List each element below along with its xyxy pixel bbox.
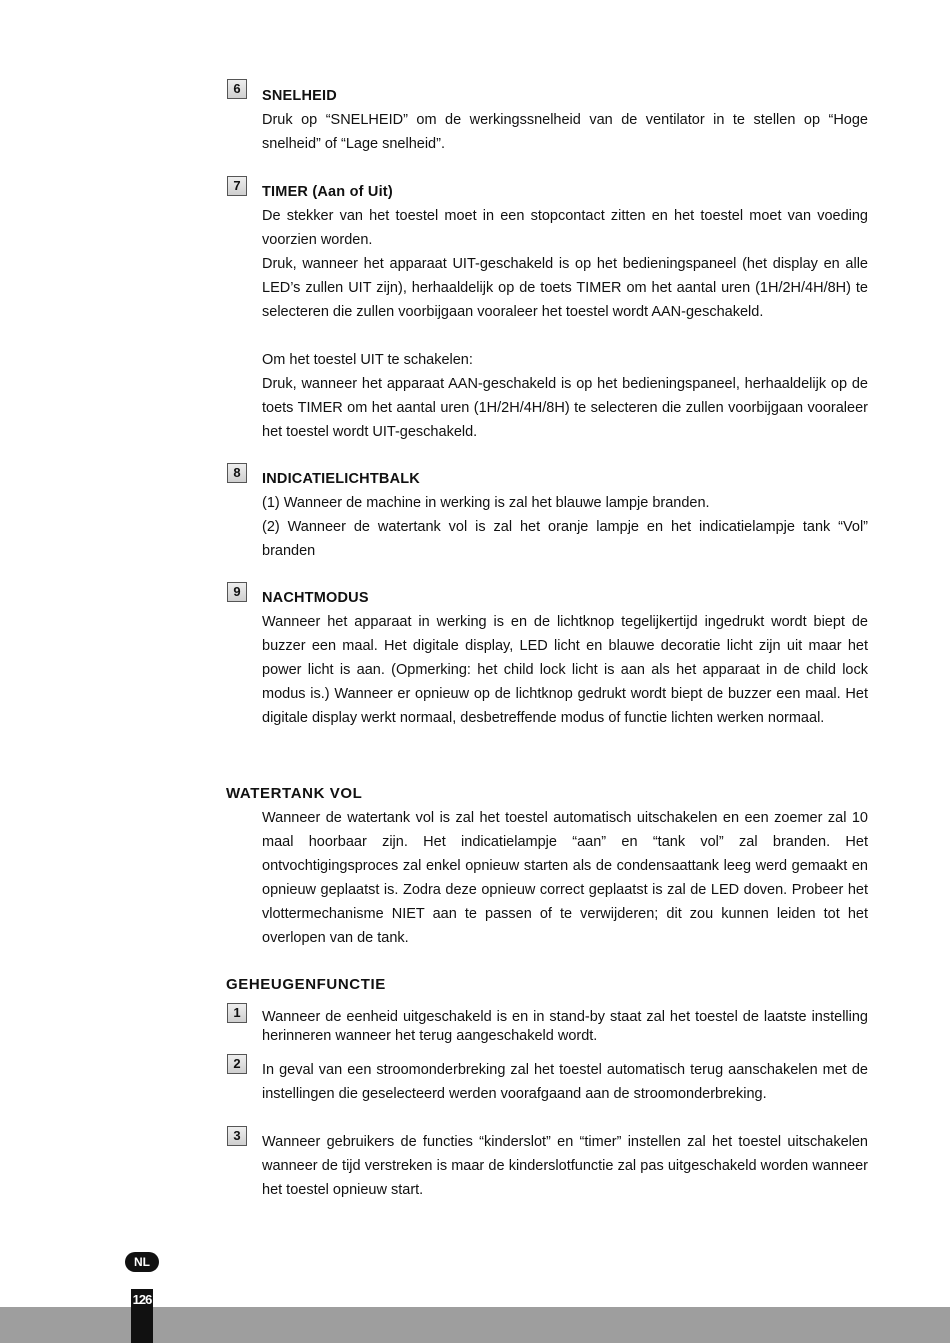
section-number-8: 8 [227, 463, 247, 483]
section-8-paragraph-1: (1) Wanneer de machine in werking is zal het blauwe lampje branden. [262, 495, 710, 511]
section-title-snelheid: SNELHEID [262, 88, 337, 104]
section-number-9: 9 [227, 582, 247, 602]
section-title-timer: TIMER (Aan of Uit) [262, 184, 393, 200]
memory-item-2-text: In geval van een stroomonderbreking zal het toestel automatisch terug aanschakelen met de instellingen die geselecteerd werden voorafgaand aan de stroomonderbreking. [262, 1062, 868, 1102]
memory-item-3-text: Wanneer gebruikers de functies “kinderslot” en “timer” instellen zal het toestel uitschakelen wanneer de tijd verstreken is maar de kinderslotfunctie zal pas uitgeschakeld worden wanneer het toestel opnieuw start. [262, 1134, 868, 1198]
memory-item-number-3: 3 [227, 1126, 247, 1146]
page-number: 126 [131, 1289, 153, 1343]
section-title-indicatielichtbalk: INDICATIELICHTBALK [262, 471, 420, 487]
section-title-nachtmodus: NACHTMODUS [262, 590, 369, 606]
section-number-6: 6 [227, 79, 247, 99]
watertank-paragraph: Wanneer de watertank vol is zal het toestel automatisch uitschakelen en een zoemer zal 10 maal hoorbaar zijn. Het indicatielampje “aan” en “tank vol” zal branden. Het ontvochtigingsproces zal enkel opnieuw starten als de condensaattank leeg werd gemaakt en opnieuw geplaatst is. Zodra deze opnieuw correct geplaatst is zal de LED doven. Probeer het vlottermechanisme NIET aan te passen of te verwijderen; dit zou kunnen leiden tot het overlopen van de tank. [262, 810, 868, 946]
section-8-paragraph-2: (2) Wanneer de watertank vol is zal het oranje lampje en het indicatielampje tank “Vol” branden [262, 519, 868, 559]
section-title-watertank-vol: WATERTANK VOL [226, 785, 363, 802]
memory-item-1-text: Wanneer de eenheid uitgeschakeld is en in stand-by staat zal het toestel de laatste instelling herinneren wanneer het terug aangeschakeld wordt. [262, 1009, 868, 1044]
memory-item-number-1: 1 [227, 1003, 247, 1023]
section-7-paragraph-2: Druk, wanneer het apparaat UIT-geschakeld is op het bedieningspaneel (het display en alle LED’s zullen UIT zijn), herhaaldelijk op de toets TIMER om het aantal uren (1H/2H/4H/8H) te selecteren die zullen voorbijgaan vooraleer het toestel wordt AAN-geschakeld. [262, 256, 868, 320]
section-title-geheugenfunctie: GEHEUGENFUNCTIE [226, 976, 386, 993]
section-7-paragraph-4: Druk, wanneer het apparaat AAN-geschakeld is op het bedieningspaneel, herhaaldelijk op de toets TIMER om het aantal uren (1H/2H/4H/8H) te selecteren die zullen voorbijgaan vooraleer het toestel wordt UIT-geschakeld. [262, 376, 868, 440]
section-6-text: Druk op “SNELHEID” om de werkingssnelheid van de ventilator in te stellen op “Hoge snelheid” of “Lage snelheid”. [262, 112, 868, 152]
memory-item-number-2: 2 [227, 1054, 247, 1074]
section-9-paragraph: Wanneer het apparaat in werking is en de lichtknop tegelijkertijd ingedrukt wordt biept de buzzer een maal. Het digitale display, LED licht en blauwe decoratie licht zijn uit maar het power licht is aan. (Opmerking: het child lock licht is aan als het apparaat in de child lock modus is.) Wanneer er opnieuw op de lichtknop gedrukt wordt biept de buzzer een maal. Het digitale display werkt normaal, desbetreffende modus of functie lichten werken normaal. [262, 614, 868, 726]
section-number-7: 7 [227, 176, 247, 196]
section-7-paragraph-1: De stekker van het toestel moet in een stopcontact zitten en het toestel moet van voeding voorzien worden. [262, 208, 868, 248]
language-badge: NL [125, 1252, 159, 1272]
section-7-paragraph-3: Om het toestel UIT te schakelen: [262, 352, 473, 368]
